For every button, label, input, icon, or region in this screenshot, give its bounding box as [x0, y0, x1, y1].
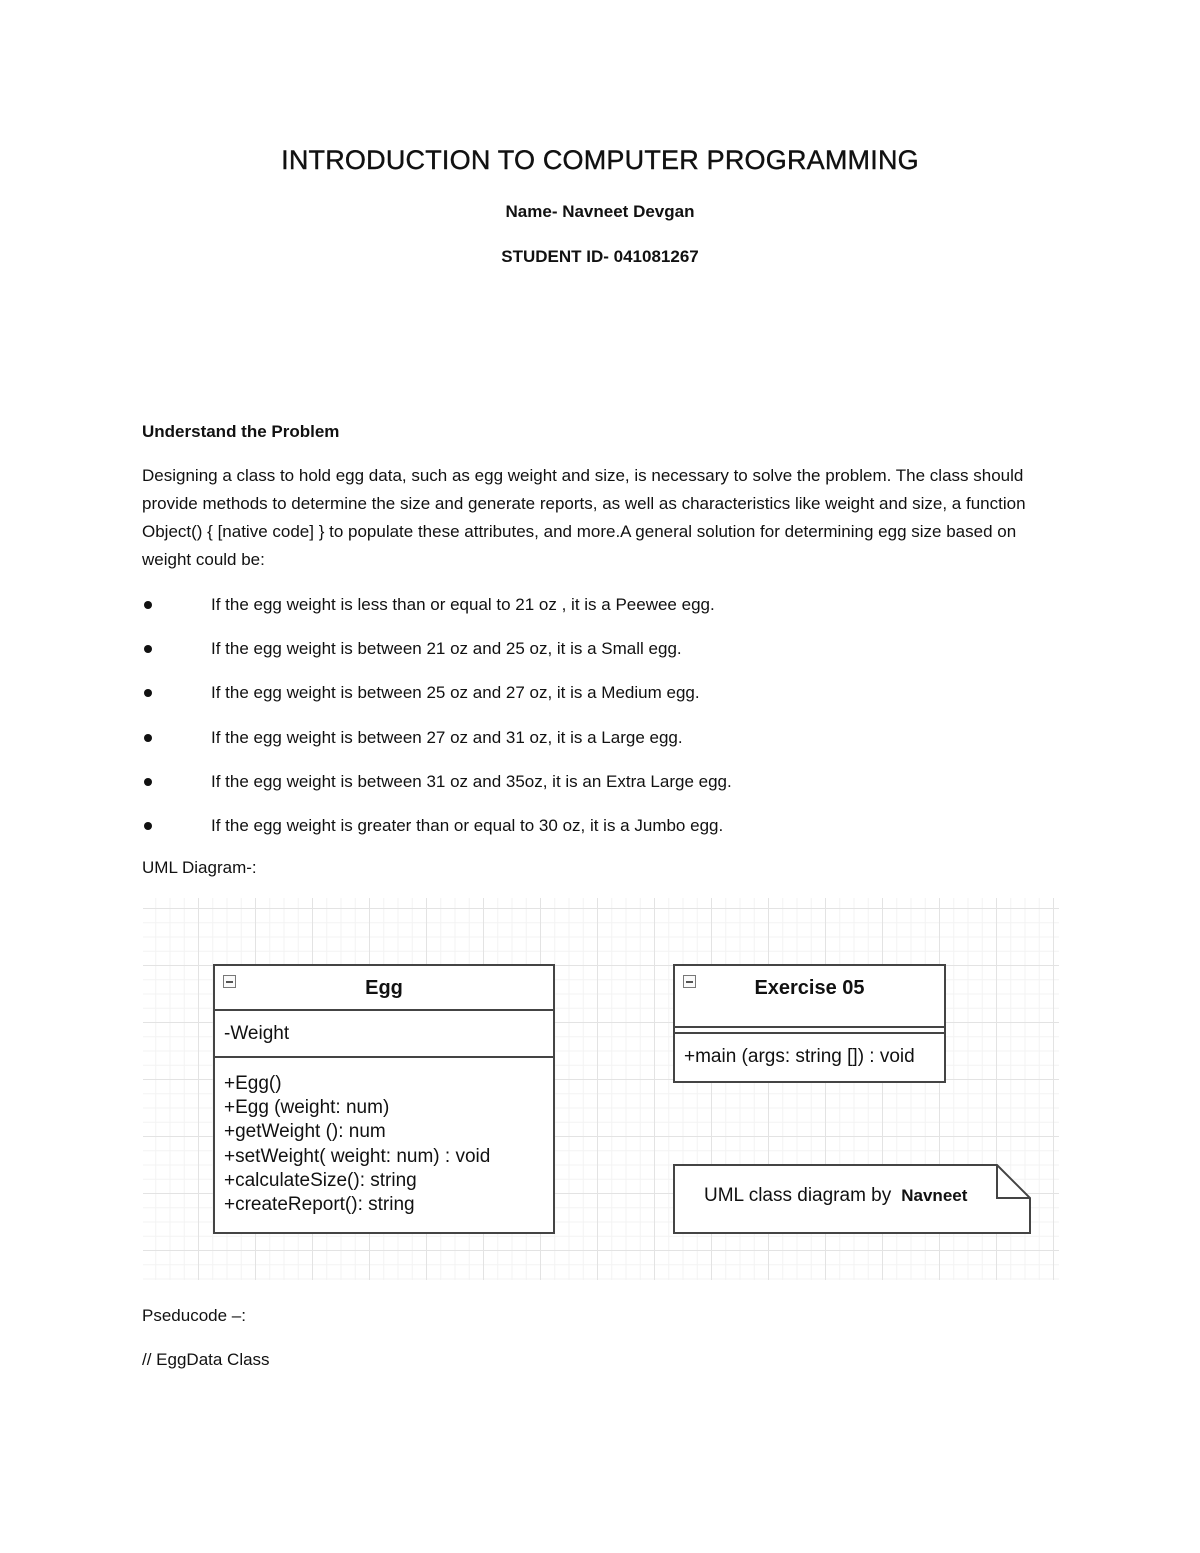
egg-method: +createReport(): string — [224, 1194, 415, 1216]
list-item-text: If the egg weight is greater than or equal to 30 oz, it is a Jumbo egg. — [211, 815, 724, 835]
exercise-class-method: +main (args: string []) : void — [684, 1046, 915, 1067]
list-item-text: If the egg weight is between 31 oz and 35oz, it is an Extra Large egg. — [211, 771, 732, 791]
bullet-icon — [144, 689, 152, 697]
bullet-icon — [144, 734, 152, 742]
note-author: Navneet — [901, 1186, 968, 1205]
bullet-icon — [144, 778, 152, 786]
list-item — [142, 813, 1062, 857]
student-id: STUDENT ID- 041081267 — [501, 247, 699, 266]
uml-diagram-label: UML Diagram-: — [142, 858, 257, 877]
bullet-icon — [144, 645, 152, 653]
uml-note — [673, 1164, 1032, 1234]
list-item — [142, 725, 1062, 769]
egg-class-methods — [215, 1058, 553, 1217]
problem-paragraph: Designing a class to hold egg data, such as egg weight and size, is necessary to solve the problem. The class should provide methods to determine the size and generate reports, as well as characteristics like weight and size, a function Object() { [native code] } to populate these attributes, and more.A general solution for determining egg size based on weight could be: — [142, 466, 1026, 569]
uml-diagram — [143, 898, 1059, 1280]
size-rules-list — [142, 592, 1062, 857]
bullet-icon — [144, 601, 152, 609]
exercise-class-header — [675, 966, 944, 1034]
egg-class-header — [215, 966, 553, 1011]
list-item-text: If the egg weight is between 25 oz and 27 oz, it is a Medium egg. — [211, 683, 700, 703]
student-name: Name- Navneet Devgan — [505, 202, 695, 221]
egg-class-box — [213, 964, 555, 1234]
exercise-class-box — [673, 964, 946, 1083]
pseudocode-label: Pseducode –: — [142, 1306, 246, 1325]
list-item-text: If the egg weight is between 27 oz and 31 oz, it is a Large egg. — [211, 727, 683, 747]
list-item — [142, 592, 1062, 636]
list-item — [142, 769, 1062, 813]
egg-method: +setWeight( weight: num) : void — [224, 1145, 491, 1167]
exercise-class-name: Exercise 05 — [754, 977, 865, 999]
egg-class-name: Egg — [365, 977, 403, 999]
list-item — [142, 636, 1062, 680]
list-item-text: If the egg weight is less than or equal to 21 oz , it is a Peewee egg. — [211, 595, 715, 614]
egg-method: +calculateSize(): string — [224, 1169, 417, 1191]
egg-class-attribute: -Weight — [215, 1011, 553, 1058]
attribute-divider — [675, 1026, 944, 1028]
document-title: INTRODUCTION TO COMPUTER PROGRAMMING — [281, 145, 919, 175]
egg-method: +Egg (weight: num) — [224, 1097, 390, 1119]
list-item — [142, 680, 1062, 724]
egg-method: +getWeight (): num — [224, 1121, 386, 1143]
egg-method: +Egg() — [224, 1073, 282, 1094]
list-item-text: If the egg weight is between 21 oz and 25 oz, it is a Small egg. — [211, 639, 682, 659]
section-heading-understand-problem: Understand the Problem — [142, 422, 340, 441]
note-caption: UML class diagram by — [704, 1185, 892, 1206]
bullet-icon — [144, 822, 152, 830]
note-text — [704, 1185, 967, 1207]
pseudocode-comment: // EggData Class — [142, 1350, 270, 1369]
